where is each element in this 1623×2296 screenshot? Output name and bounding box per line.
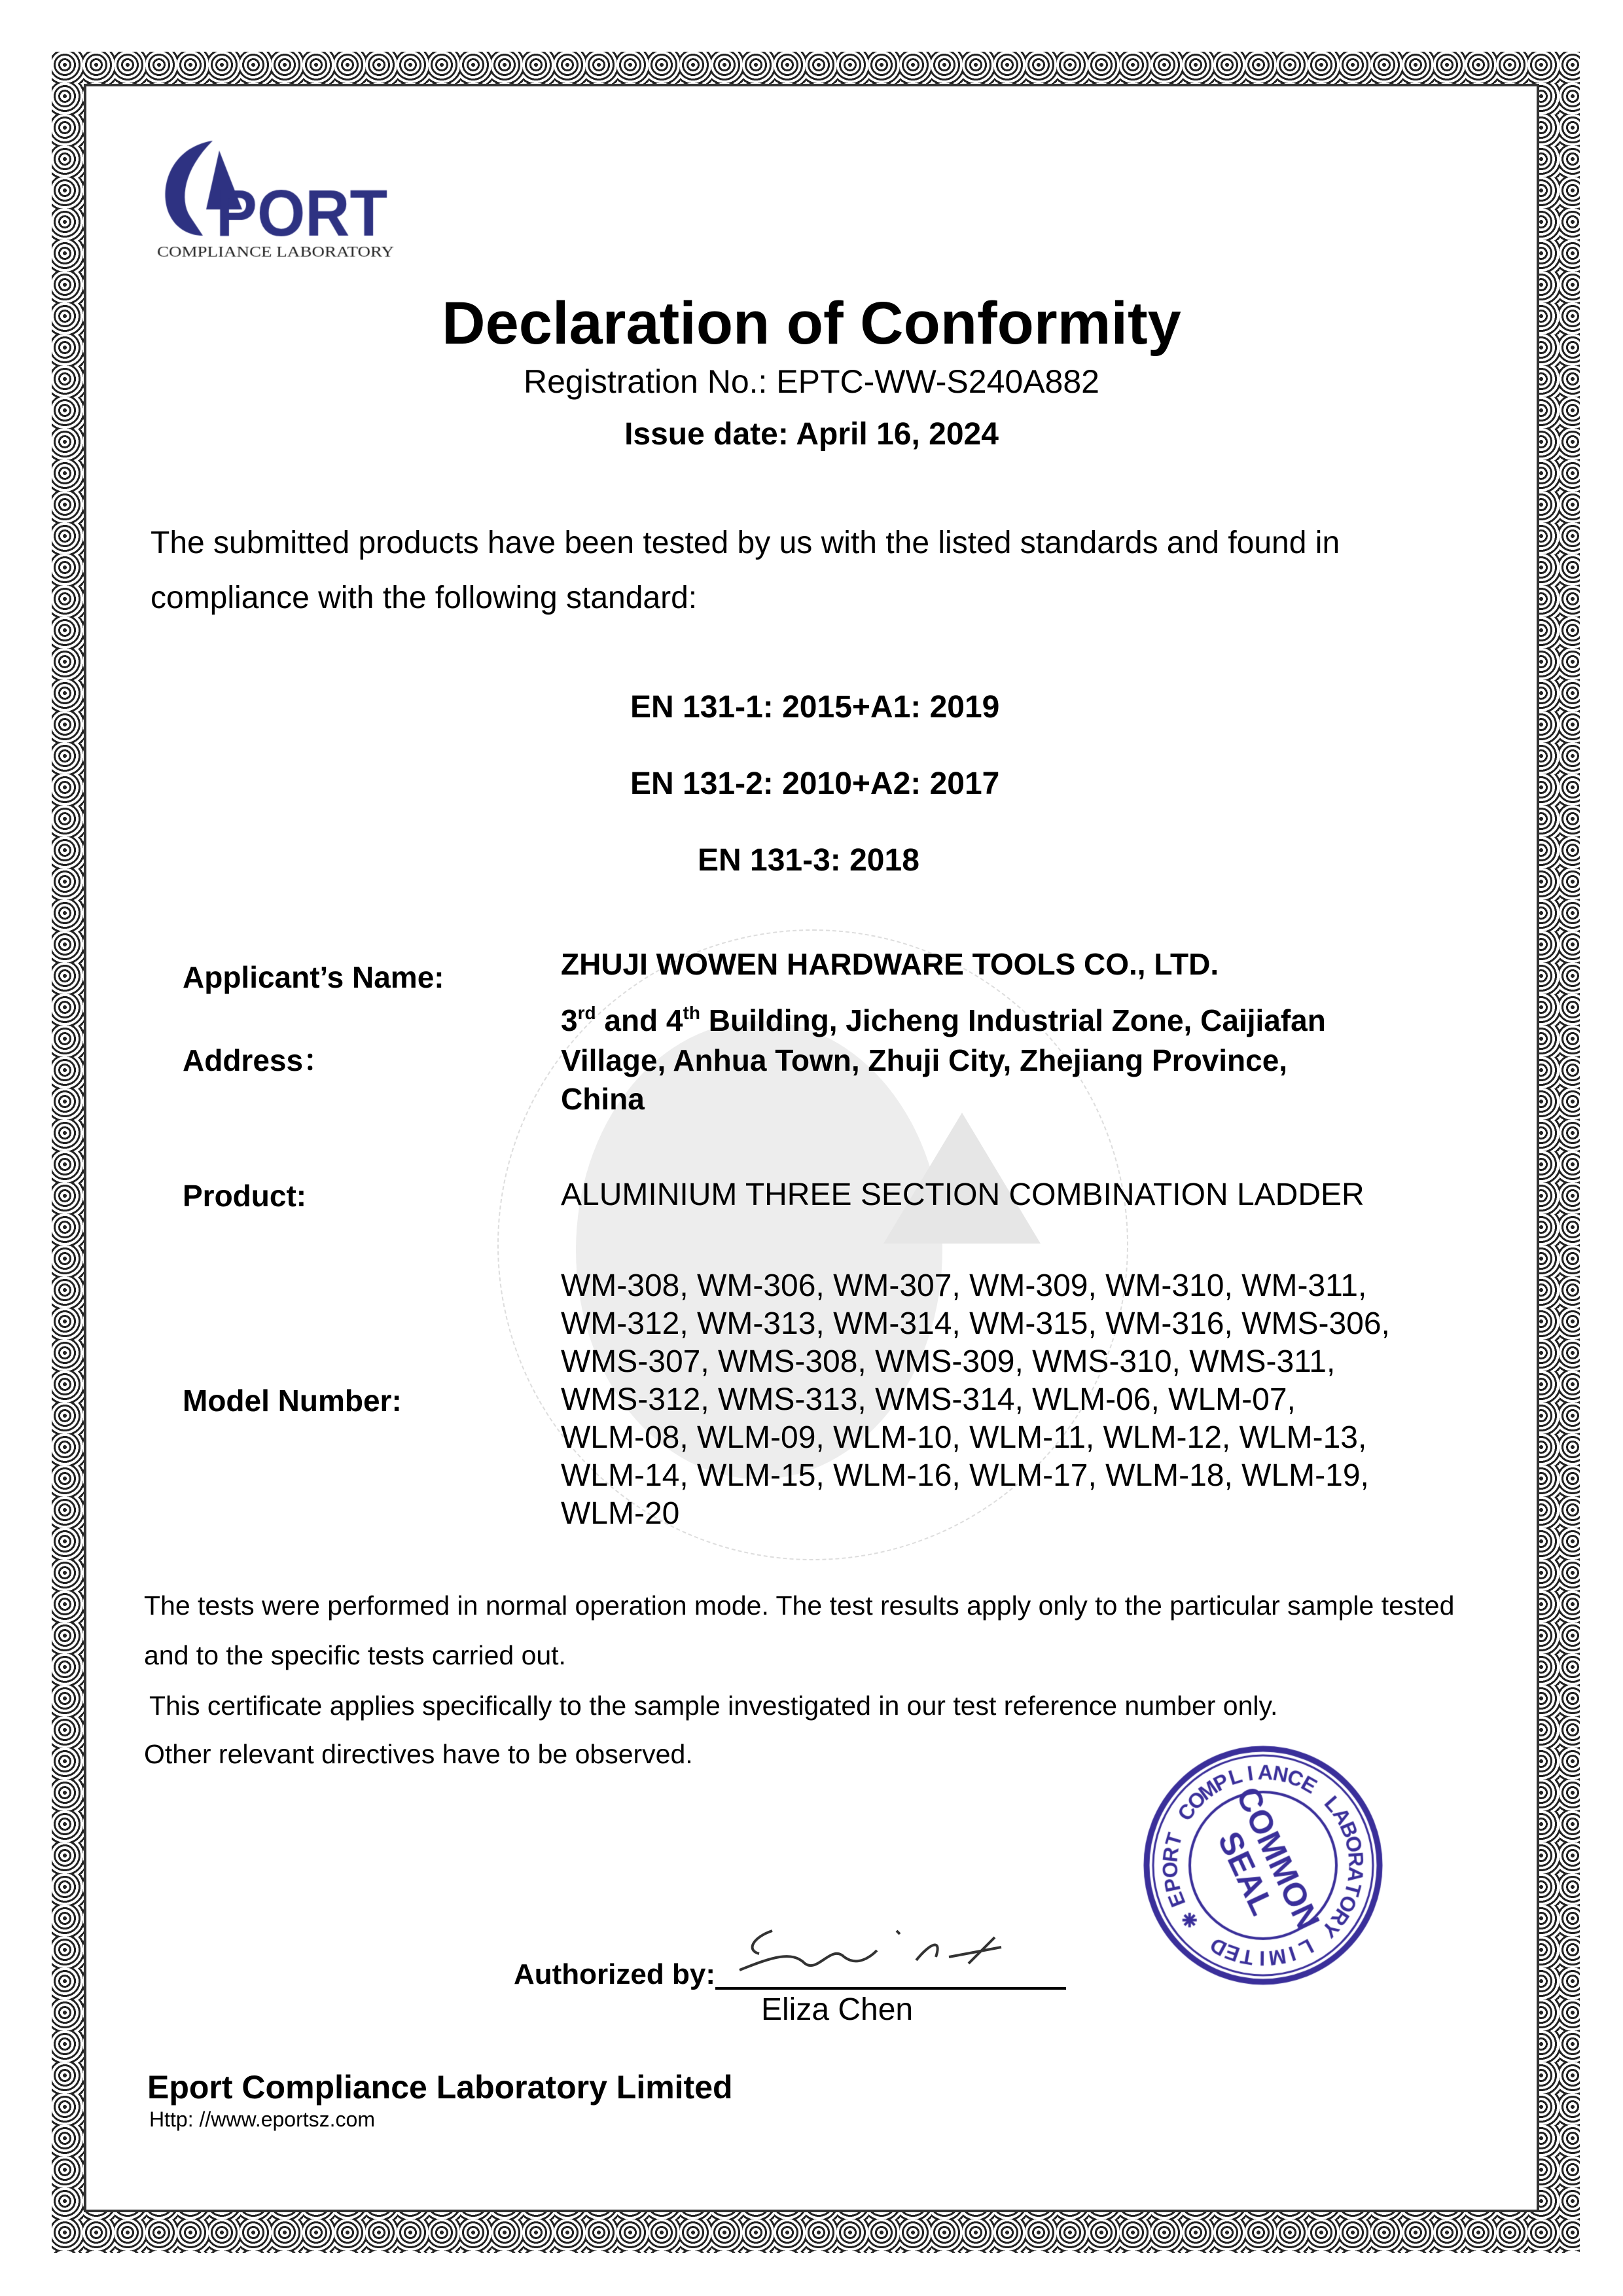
signatory-name: Eliza Chen [761,1992,914,2027]
model-line: WM-312, WM-313, WM-314, WM-315, WM-316, WMS-306, [561,1306,1390,1341]
footer-url[interactable]: Http: //www.eportsz.com [149,2108,375,2131]
model-line: WMS-312, WMS-313, WMS-314, WLM-06, WLM-07, [561,1382,1296,1417]
intro-line: The submitted products have been tested by us with the listed standards and found in [151,526,1340,560]
standard-item: EN 131-2: 2010+A2: 2017 [630,766,1000,801]
common-seal-stamp [1142,1744,1384,1986]
model-label: Model Number: [183,1384,402,1418]
address-line: 3rd and 4th Building, Jicheng Industrial Zone, Caijiafan [561,1002,1326,1037]
standard-item: EN 131-3: 2018 [698,843,919,878]
note-line: This certificate applies specifically to the sample investigated in our test reference number only. [149,1691,1278,1721]
page-title: Declaration of Conformity [442,290,1181,357]
model-line: WLM-20 [561,1496,680,1531]
footer-company: Eport Compliance Laboratory Limited [147,2069,733,2106]
registration-number: Registration No.: EPTC-WW-S240A882 [524,363,1099,400]
model-line: WM-308, WM-306, WM-307, WM-309, WM-310, WM-311, [561,1268,1367,1303]
address-line: Village, Anhua Town, Zhuji City, Zhejiang Province, [561,1043,1288,1077]
address-label: Address： [183,1043,334,1077]
eport-logo [157,137,399,262]
product-label: Product: [183,1179,307,1213]
model-line: WMS-307, WMS-308, WMS-309, WMS-310, WMS-311, [561,1344,1336,1379]
model-line: WLM-14, WLM-15, WLM-16, WLM-17, WLM-18, WLM-19, [561,1458,1369,1493]
applicant-label: Applicant’s Name: [183,960,444,994]
standard-item: EN 131-1: 2015+A1: 2019 [630,690,1000,725]
issue-date: Issue date: April 16, 2024 [624,417,999,452]
authorized-by-label: Authorized by: [514,1958,715,1990]
address-line: China [561,1082,645,1116]
applicant-value: ZHUJI WOWEN HARDWARE TOOLS CO., LTD. [561,947,1219,981]
product-value: ALUMINIUM THREE SECTION COMBINATION LADDER [561,1177,1364,1212]
model-line: WLM-08, WLM-09, WLM-10, WLM-11, WLM-12, WLM-13, [561,1420,1367,1455]
signature-scribble [733,1918,1021,1983]
note-line: Other relevant directives have to be observed. [144,1739,693,1769]
note-line: and to the specific tests carried out. [144,1640,566,1670]
note-line: The tests were performed in normal operation mode. The test results apply only to the particular sample tested [144,1590,1455,1621]
signature-line [715,1987,1066,1990]
intro-line: compliance with the following standard: [151,581,698,615]
